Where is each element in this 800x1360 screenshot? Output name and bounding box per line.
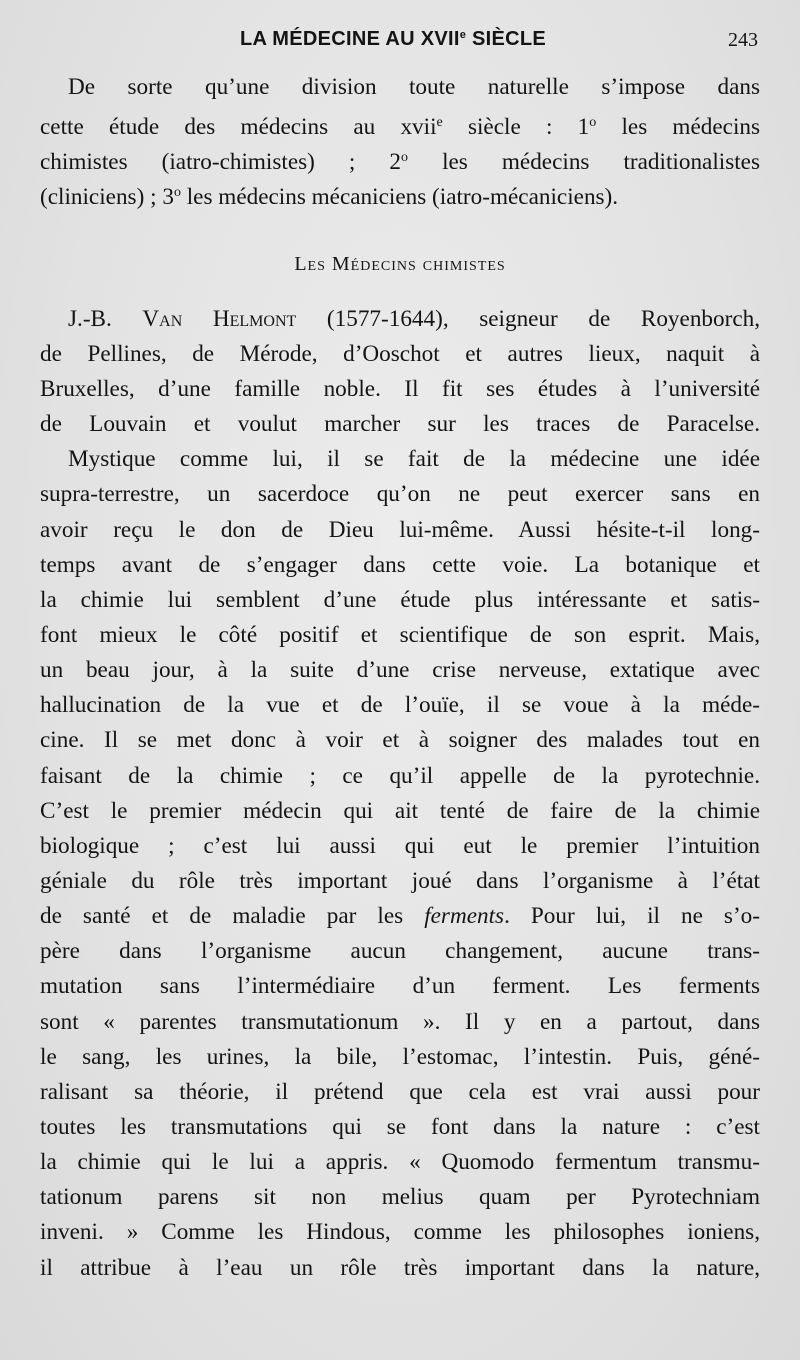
text-line: mutation sans l’intermédiaire d’un ferment. Les ferments bbox=[40, 973, 760, 1000]
text-line: font mieux le côté positif et scientifique de son esprit. Mais, bbox=[40, 621, 760, 648]
superscript: o bbox=[173, 185, 181, 201]
text-run: cette étude des médecins au xvii bbox=[40, 114, 437, 141]
superscript: e bbox=[436, 115, 443, 131]
text-line bbox=[40, 105, 760, 140]
text-line: hallucination de la vue et de l’ouïe, il se voue à la méde- bbox=[40, 692, 760, 719]
superscript: o bbox=[589, 115, 597, 131]
text-line: supra-terrestre, un sacerdoce qu’on ne peut exercer sans en bbox=[40, 481, 760, 508]
text-run: . Pour lui, il ne s’o- bbox=[504, 903, 760, 930]
text-line: inveni. » Comme les Hindous, comme les philosophes ioniens, bbox=[40, 1219, 760, 1246]
text-line: sont « parentes transmutationum ». Il y en a partout, dans bbox=[40, 1008, 760, 1035]
text-line: faisant de la chimie ; ce qu’il appelle de la pyrotechnie. bbox=[40, 762, 760, 789]
running-title-end: SIÈCLE bbox=[466, 28, 547, 50]
text-run: siècle : 1 bbox=[442, 114, 590, 141]
text-line: cine. Il se met donc à voir et à soigner des malades tout en bbox=[40, 727, 760, 754]
text-run: chimistes (iatro-chimistes) ; 2 bbox=[40, 149, 402, 176]
text-line: le sang, les urines, la bile, l’estomac, l’intestin. Puis, géné- bbox=[40, 1043, 760, 1070]
text-run: (1577-1644), seigneur de Royenborch, bbox=[296, 305, 761, 332]
running-head bbox=[0, 28, 800, 58]
text-line: de Pellines, de Mérode, d’Ooschot et autres lieux, naquit à bbox=[40, 340, 760, 367]
running-title-main: LA MÉDECINE AU XVII bbox=[239, 28, 460, 50]
superscript: o bbox=[401, 150, 409, 166]
section-heading: Les Médecins chimistes bbox=[294, 252, 506, 275]
text-line: Mystique comme lui, il se fait de la médecine une idée bbox=[68, 446, 760, 473]
text-run: les médecins traditionalistes bbox=[408, 149, 760, 176]
text-line bbox=[40, 140, 760, 175]
text-line: C’est le premier médecin qui ait tenté de faire de la chimie bbox=[40, 797, 760, 824]
text-line: temps avant de s’engager dans cette voie. La botanique et bbox=[40, 551, 760, 578]
text-line: un beau jour, à la suite d’une crise nerveuse, extatique avec bbox=[40, 657, 760, 684]
text-line bbox=[40, 302, 760, 337]
text-line: avoir reçu le don de Dieu lui-même. Aussi hésite-t-il long- bbox=[40, 516, 760, 543]
text-line: biologique ; c’est lui aussi qui eut le premier l’intuition bbox=[40, 832, 760, 859]
spacer bbox=[40, 282, 760, 302]
italic-term: ferments bbox=[424, 903, 505, 930]
author-name: Van Helmont bbox=[142, 305, 297, 332]
text-line: toutes les transmutations qui se font dans la nature : c’est bbox=[40, 1113, 760, 1140]
text-line: géniale du rôle très important joué dans l’organisme à l’état bbox=[40, 867, 760, 894]
text-line: la chimie qui le lui a appris. « Quomodo fermentum transmu- bbox=[40, 1149, 760, 1176]
text-run: les médecins mécaniciens (iatro-mécaniciens). bbox=[180, 184, 619, 211]
text-line: il attribue à l’eau un rôle très important dans la nature, bbox=[40, 1254, 760, 1281]
text-line: Bruxelles, d’une famille noble. Il fit ses études à l’université bbox=[40, 375, 760, 402]
text-line: De sorte qu’une division toute naturelle s’impose dans bbox=[68, 74, 760, 100]
spacer bbox=[40, 211, 760, 247]
text-line: ralisant sa théorie, il prétend que cela est vrai aussi pour bbox=[40, 1078, 760, 1105]
text-line: père dans l’organisme aucun changement, aucune trans- bbox=[40, 938, 760, 965]
text-line: tationum parens sit non melius quam per Pyrotechniam bbox=[40, 1184, 760, 1211]
text-run: de santé et de maladie par les bbox=[40, 903, 425, 930]
body-text bbox=[40, 70, 760, 1286]
text-line: la chimie lui semblent d’une étude plus intéressante et satis- bbox=[40, 586, 760, 613]
page-number: 243 bbox=[728, 29, 758, 51]
text-line: de Louvain et voulut marcher sur les traces de Paracelse. bbox=[40, 411, 760, 438]
text-line bbox=[40, 175, 760, 210]
running-title bbox=[0, 28, 786, 51]
author-initials: J.-B. bbox=[68, 305, 143, 332]
running-title-superscript: e bbox=[459, 29, 467, 41]
text-run: (cliniciens) ; 3 bbox=[40, 184, 174, 211]
text-line bbox=[40, 899, 760, 934]
text-run: les médecins bbox=[596, 114, 761, 141]
